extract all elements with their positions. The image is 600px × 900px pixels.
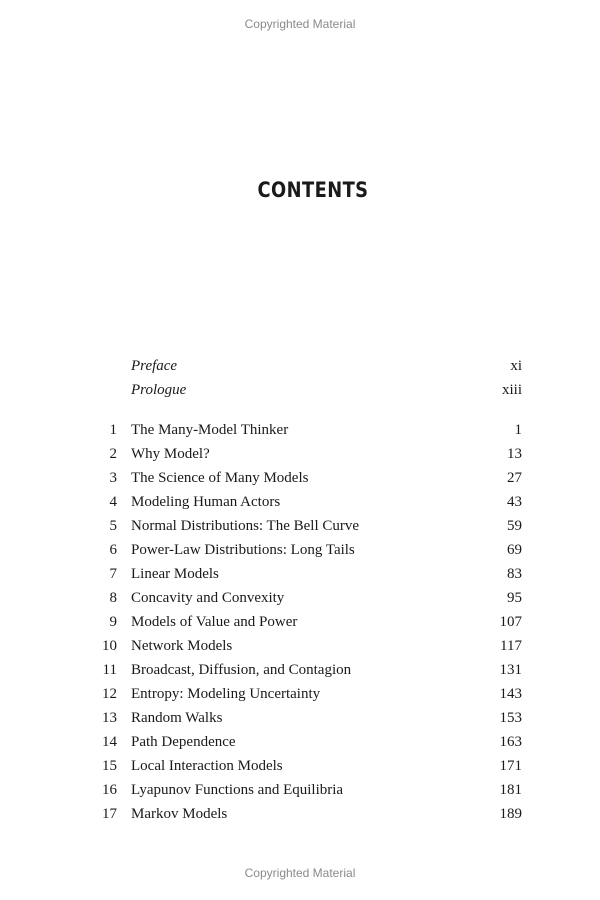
- page-title: CONTENTS: [257, 178, 369, 202]
- toc-chapter-entry[interactable]: [0, 612, 600, 632]
- entry-title: Markov Models: [131, 806, 228, 822]
- toc-chapter-entry[interactable]: [0, 780, 600, 800]
- toc-chapter-entry[interactable]: [0, 540, 600, 560]
- entry-title: Preface: [131, 358, 178, 374]
- entry-title: Models of Value and Power: [131, 614, 298, 630]
- chapter-number: 7: [109, 566, 117, 582]
- toc-chapter-entry[interactable]: [0, 804, 600, 824]
- chapter-number: 17: [102, 806, 117, 822]
- chapter-number: 14: [102, 734, 117, 750]
- toc-chapter-entry[interactable]: [0, 420, 600, 440]
- page-number: 117: [500, 638, 522, 654]
- toc-chapter-entry[interactable]: [0, 516, 600, 536]
- toc-front-matter-entry[interactable]: [0, 356, 600, 376]
- page-number: 27: [507, 470, 522, 486]
- chapter-number: 5: [109, 518, 117, 534]
- page-number: 13: [507, 446, 522, 462]
- entry-title: Random Walks: [131, 710, 223, 726]
- entry-title: Normal Distributions: The Bell Curve: [131, 518, 360, 534]
- page-number: 69: [507, 542, 522, 558]
- toc-chapter-entry[interactable]: [0, 636, 600, 656]
- entry-title: Modeling Human Actors: [131, 494, 281, 510]
- chapter-number: 8: [109, 590, 117, 606]
- chapter-number: 10: [102, 638, 117, 654]
- page-number: 1: [514, 422, 522, 438]
- page-number: 43: [507, 494, 522, 510]
- page-number: 107: [499, 614, 522, 630]
- chapter-number: 6: [109, 542, 117, 558]
- entry-title: Path Dependence: [131, 734, 236, 750]
- entry-title: Prologue: [131, 382, 187, 398]
- entry-title: The Many-Model Thinker: [131, 422, 289, 438]
- entry-title: Lyapunov Functions and Equilibria: [131, 782, 344, 798]
- toc-front-matter-entry[interactable]: [0, 380, 600, 400]
- chapter-number: 9: [109, 614, 117, 630]
- chapter-number: 4: [109, 494, 117, 510]
- chapter-number: 13: [102, 710, 117, 726]
- chapter-number: 15: [102, 758, 117, 774]
- toc-chapter-entry[interactable]: [0, 684, 600, 704]
- watermark-bottom: Copyrighted Material: [244, 866, 356, 880]
- toc-chapter-entry[interactable]: [0, 756, 600, 776]
- page-number: 181: [499, 782, 522, 798]
- page-number: 59: [507, 518, 522, 534]
- chapter-number: 16: [102, 782, 117, 798]
- entry-title: Entropy: Modeling Uncertainty: [131, 686, 321, 702]
- page-number: xi: [510, 358, 522, 374]
- page-number: 143: [499, 686, 522, 702]
- chapter-number: 11: [102, 662, 117, 678]
- chapter-number: 3: [109, 470, 117, 486]
- page-number: 95: [507, 590, 522, 606]
- entry-title: Why Model?: [131, 446, 210, 462]
- chapter-number: 2: [109, 446, 117, 462]
- entry-title: Linear Models: [131, 566, 219, 582]
- toc-chapter-entry[interactable]: [0, 708, 600, 728]
- entry-title: The Science of Many Models: [131, 470, 309, 486]
- toc-chapter-entry[interactable]: [0, 588, 600, 608]
- page-number: xiii: [501, 382, 522, 398]
- entry-title: Power-Law Distributions: Long Tails: [131, 542, 355, 558]
- toc-chapter-entry[interactable]: [0, 468, 600, 488]
- toc-chapter-entry[interactable]: [0, 660, 600, 680]
- entry-title: Network Models: [131, 638, 233, 654]
- toc-chapter-entry[interactable]: [0, 564, 600, 584]
- entry-title: Broadcast, Diffusion, and Contagion: [131, 662, 352, 678]
- watermark-top: Copyrighted Material: [244, 17, 356, 31]
- page-number: 163: [499, 734, 522, 750]
- chapter-number: 1: [109, 422, 117, 438]
- page-number: 153: [499, 710, 522, 726]
- page-number: 83: [507, 566, 522, 582]
- toc-chapter-entry[interactable]: [0, 492, 600, 512]
- page-number: 189: [499, 806, 522, 822]
- entry-title: Local Interaction Models: [131, 758, 283, 774]
- page-number: 131: [499, 662, 522, 678]
- toc-chapter-entry[interactable]: [0, 732, 600, 752]
- toc-chapter-entry[interactable]: [0, 444, 600, 464]
- chapter-number: 12: [102, 686, 117, 702]
- page-number: 171: [499, 758, 522, 774]
- entry-title: Concavity and Convexity: [131, 590, 285, 606]
